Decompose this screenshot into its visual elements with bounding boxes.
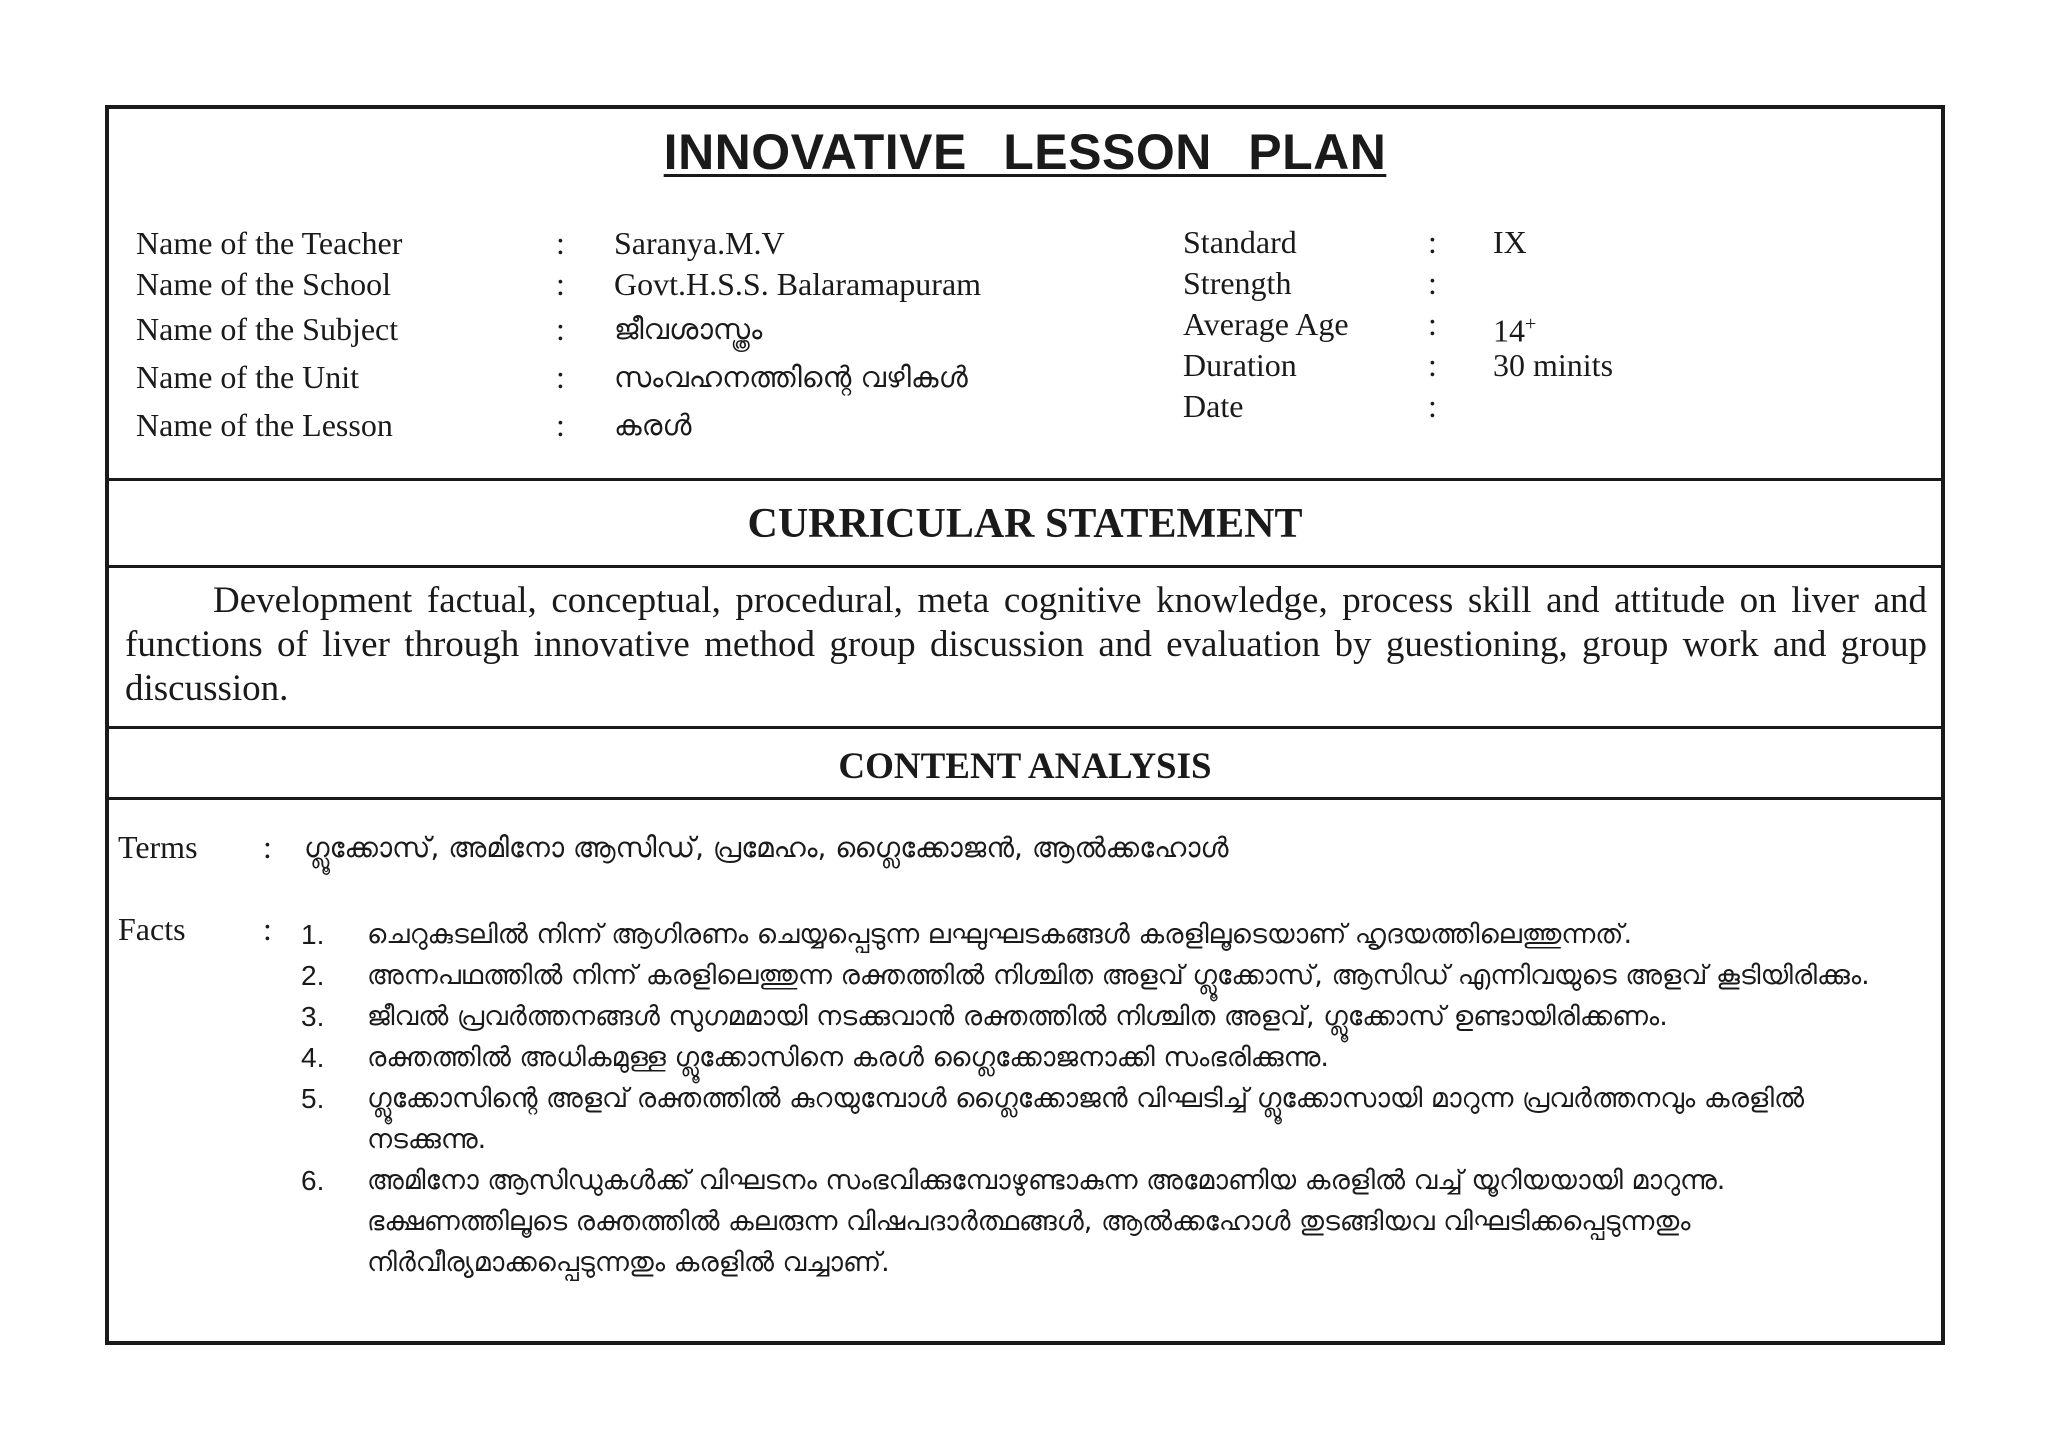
divider-rule: [105, 797, 1945, 800]
info-label: Name of the School: [136, 266, 392, 302]
info-label: Date: [1183, 388, 1244, 424]
info-value: Govt.H.S.S. Balaramapuram: [614, 266, 982, 302]
info-label: Strength: [1183, 265, 1292, 301]
fact-item: [301, 1160, 1901, 1283]
fact-text: രക്തത്തിൽ അധികമുള്ള ഗ്ലൂക്കോസിനെ കരൾ ഗ്ലൈക്കോജനാക്കി സംഭരിക്കുന്നു.: [367, 1042, 1330, 1073]
age-plus: +: [1525, 313, 1537, 335]
curricular-statement: Development factual, conceptual, procedural, meta cognitive knowledge, process skill and attitude on liver and functions of liver through innovative method group discussion and evaluation by guestioning, group work and group discussion.: [125, 580, 1927, 709]
info-value: 30 minits: [1493, 347, 1614, 383]
divider-rule: [105, 478, 1945, 481]
terms-row: [118, 829, 1938, 873]
terms-label: Terms: [118, 829, 198, 865]
fact-item: [301, 1037, 1901, 1078]
info-separator: :: [1428, 388, 1437, 424]
info-separator: :: [556, 225, 565, 261]
fact-text: അന്നപഥത്തിൽ നിന്ന് കരളിലെത്തുന്ന രക്തത്തിൽ നിശ്ചിത അളവ് ഗ്ലൂക്കോസ്, ആസിഡ് എന്നിവയുടെ അളവ് കൂടിയിരിക്കും.: [367, 960, 1870, 991]
info-separator: :: [1428, 224, 1437, 260]
terms-value: ഗ്ലൂക്കോസ്, അമിനോ ആസിഡ്, പ്രമേഹം, ഗ്ലൈക്കോജൻ, ആൽക്കഹോൾ: [304, 831, 1229, 864]
fact-text: ഗ്ലൂക്കോസിന്റെ അളവ് രക്തത്തിൽ കുറയുമ്പോൾ ഗ്ലൈക്കോജൻ വിഘടിച്ച് ഗ്ലൂക്കോസായി മാറുന്ന പ്രവർത്തനവും കരളിൽ നടക്കുന്നു.: [367, 1083, 1805, 1155]
fact-text: ജീവൽ പ്രവർത്തനങ്ങൾ സുഗമമായി നടക്കുവാൻ രക്തത്തിൽ നിശ്ചിത അളവ്, ഗ്ലൂക്കോസ് ഉണ്ടായിരിക്കണം.: [367, 1001, 1668, 1032]
facts-separator: :: [263, 911, 272, 947]
facts-list: [301, 914, 1901, 1283]
fact-item: [301, 914, 1901, 955]
fact-item: [301, 1078, 1901, 1160]
info-label: Name of the Lesson: [136, 407, 393, 443]
content-analysis-heading: CONTENT ANALYSIS: [838, 746, 1212, 787]
info-label: Name of the Unit: [136, 359, 360, 395]
teacher-info-block: [136, 223, 1186, 463]
fact-number: 6.: [301, 1165, 325, 1196]
fact-number: 2.: [301, 960, 325, 991]
info-separator: :: [1428, 265, 1437, 301]
info-separator: :: [556, 407, 565, 443]
fact-number: 4.: [301, 1042, 325, 1073]
info-value: ജീവശാസ്ത്രം: [614, 312, 763, 346]
curricular-heading: CURRICULAR STATEMENT: [747, 501, 1303, 547]
fact-number: 1.: [301, 919, 325, 950]
facts-label-row: [118, 911, 318, 955]
facts-label: Facts: [118, 911, 186, 947]
info-label: Standard: [1183, 224, 1297, 260]
page-title: INNOVATIVE LESSON PLAN: [663, 124, 1387, 180]
info-value: IX: [1493, 224, 1527, 260]
fact-number: 3.: [301, 1001, 325, 1032]
terms-separator: :: [263, 829, 272, 865]
divider-rule: [105, 726, 1945, 729]
lesson-plan-frame: [105, 105, 1945, 1345]
class-info-block: [1183, 222, 1883, 442]
info-label: Duration: [1183, 347, 1297, 383]
info-value: സംവഹനത്തിന്റെ വഴികൾ: [614, 360, 968, 394]
info-label: Name of the Subject: [136, 311, 399, 347]
age-number: 14: [1493, 312, 1525, 349]
fact-text: അമിനോ ആസിഡുകൾക്ക് വിഘടനം സംഭവിക്കുമ്പോഴുണ്ടാകുന്ന അമോണിയ കരളിൽ വച്ച് യൂറിയയായി മാറുന്നു. ഭക്ഷണത്തിലൂടെ രക്തത്തിൽ കലരുന്ന വിഷപദാർത്ഥങ്ങൾ, ആൽക്കഹോൾ തുടങ്ങിയവ വിഘടിക്കപ്പെടുന്നതും നിർവീര്യമാക്കപ്പെടുന്നതും കരളിൽ വച്ചാണ്.: [367, 1165, 1726, 1278]
info-separator: :: [1428, 306, 1437, 342]
divider-rule: [105, 565, 1945, 568]
info-value: Saranya.M.V: [614, 225, 785, 261]
info-value: കരൾ: [614, 408, 692, 442]
fact-text: ചെറുകുടലിൽ നിന്ന് ആഗിരണം ചെയ്യപ്പെടുന്ന ലഘുഘടകങ്ങൾ കരളിലൂടെയാണ് ഹൃദയത്തിലെത്തുന്നത്.: [367, 919, 1633, 950]
info-label: Average Age: [1183, 306, 1349, 342]
fact-item: [301, 955, 1901, 996]
info-separator: :: [556, 266, 565, 302]
fact-number: 5.: [301, 1083, 325, 1114]
info-separator: :: [556, 359, 565, 395]
info-label: Name of the Teacher: [136, 225, 403, 261]
info-separator: :: [1428, 347, 1437, 383]
fact-item: [301, 996, 1901, 1037]
info-separator: :: [556, 311, 565, 347]
